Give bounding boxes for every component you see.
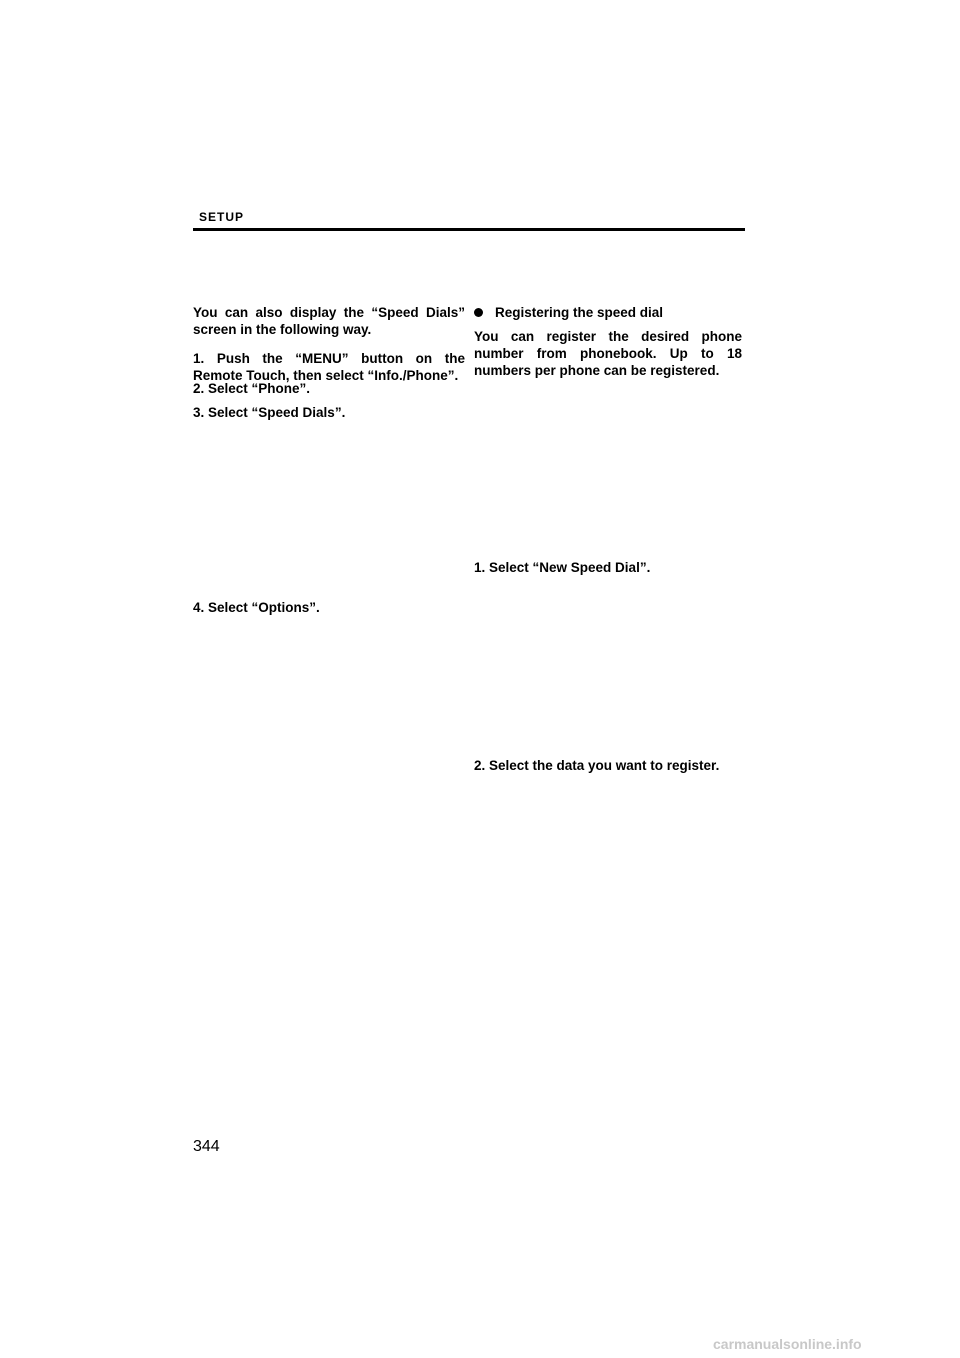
- right-step-2-text: 2. Select the data you want to register.: [474, 758, 720, 773]
- intro-paragraph: You can also display the “Speed Dials” screen in the following way.: [193, 305, 465, 337]
- header-divider: [193, 228, 745, 231]
- page-number: 344: [193, 1138, 220, 1155]
- section-header: SETUP: [199, 210, 245, 224]
- step-3-text: 3. Select “Speed Dials”.: [193, 405, 346, 420]
- step-1-text: 1. Push the “MENU” button on the Remote Touch, then select “Info./Phone”.: [193, 351, 465, 383]
- watermark: carmanualsonline.info: [713, 1336, 862, 1352]
- description-paragraph: You can register the desired phone number from phonebook. Up to 18 numbers per phone can be registered.: [474, 329, 742, 378]
- section-heading-text: Registering the speed dial: [495, 305, 664, 320]
- right-step-1-text: 1. Select “New Speed Dial”.: [474, 560, 651, 575]
- step-2-text: 2. Select “Phone”.: [193, 381, 311, 396]
- bullet-icon: [474, 308, 483, 317]
- step-4-text: 4. Select “Options”.: [193, 600, 320, 615]
- section-heading: [474, 304, 663, 321]
